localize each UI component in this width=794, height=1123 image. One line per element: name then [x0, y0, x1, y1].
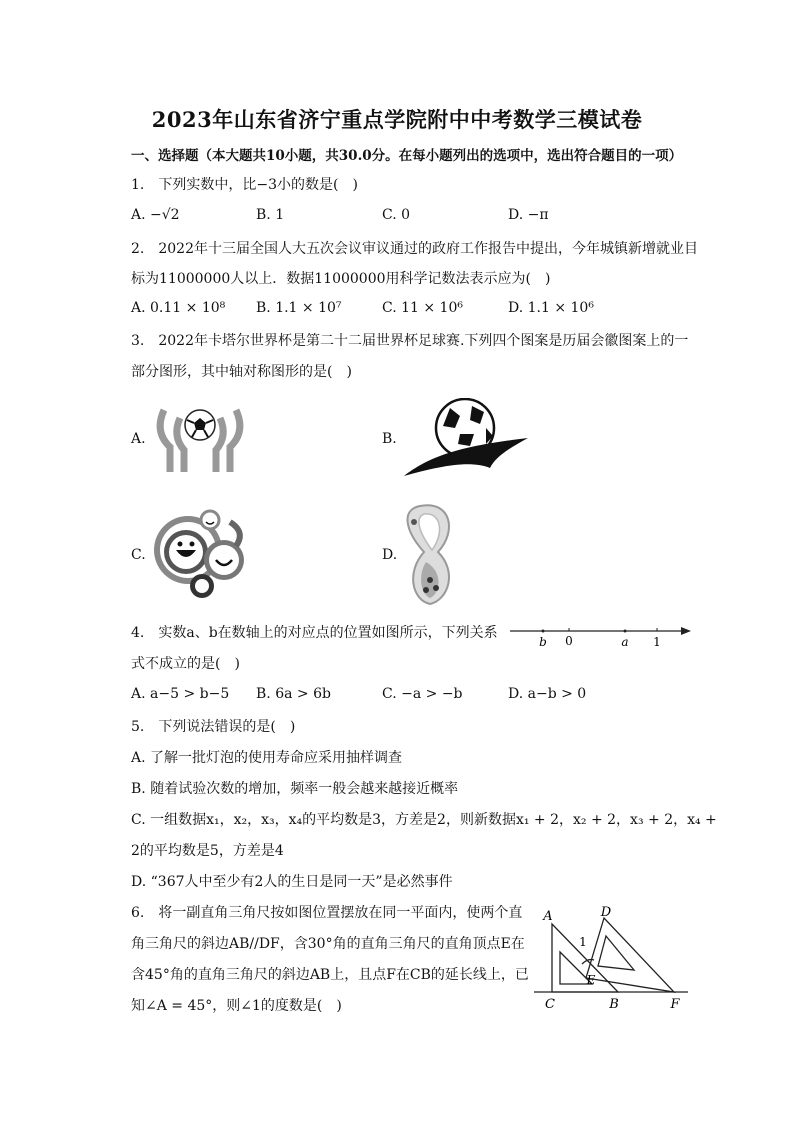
label-B: B — [609, 997, 619, 1012]
q2-stem-line1: 2. 2022年十三届全国人大五次会议审议通过的政府工作报告中提出，今年城镇新增就业目 — [131, 241, 698, 257]
emblem-c-image — [150, 502, 250, 602]
q1-stem: 1. 下列实数中，比−3小的数是( ) — [131, 177, 358, 193]
emblem-a-image — [150, 402, 250, 477]
q2-stem-line2: 标为11000000人以上．数据11000000用科学记数法表示应为( ) — [131, 271, 551, 287]
q3-option-a: A. — [131, 431, 146, 447]
q4-stem-line1: 4. 实数a、b在数轴上的对应点的位置如图所示，下列关系 — [131, 625, 498, 641]
emblem-b-image — [400, 398, 535, 480]
q3-stem-line2: 部分图形，其中轴对称图形的是( ) — [131, 364, 352, 380]
q6-stem-line1: 6. 将一副直角三角尺按如图位置摆放在同一平面内，使两个直 — [131, 905, 523, 921]
q6-stem-line3: 含45°角的直角三角尺的斜边AB上，且点F在CB的延长线上，已 — [131, 967, 529, 983]
axis-label-b: b — [539, 635, 547, 649]
q2-option-b: B. 1.1 × 10⁷ — [256, 300, 342, 316]
axis-label-1: 1 — [653, 635, 661, 649]
section-heading: 一、选择题（本大题共10小题，共30.0分。在每小题列出的选项中，选出符合题目的一项） — [131, 148, 683, 164]
label-D: D — [600, 905, 612, 920]
q2-option-d: D. 1.1 × 10⁶ — [508, 300, 594, 316]
q4-option-c: C. −a > −b — [382, 686, 463, 702]
q2-option-a: A. 0.11 × 10⁸ — [131, 300, 226, 316]
label-angle-1: 1 — [579, 935, 587, 949]
axis-label-a: a — [621, 635, 629, 649]
q6-stem-line2: 角三角尺的斜边AB//DF，含30°角的直角三角尺的直角顶点E在 — [131, 936, 525, 952]
q6-stem-line4: 知∠A = 45°，则∠1的度数是( ) — [131, 998, 342, 1014]
label-E: E — [586, 973, 596, 987]
q5-option-c-line2: 2的平均数是5，方差是4 — [131, 843, 284, 859]
q1-option-c: C. 0 — [382, 207, 411, 223]
q1-option-a: A. −√2 — [131, 207, 180, 223]
q1-option-b: B. 1 — [256, 207, 285, 223]
q4-option-d: D. a−b > 0 — [508, 686, 587, 702]
q4-option-b: B. 6a > 6b — [256, 686, 331, 702]
q4-stem-line2: 式不成立的是( ) — [131, 656, 240, 672]
q3-option-c: C. — [131, 547, 146, 563]
q5-option-d: D. “367人中至少有2人的生日是同一天”是必然事件 — [131, 874, 453, 890]
number-line-figure — [505, 620, 695, 654]
q3-stem-line1: 3. 2022年卡塔尔世界杯是第二十二届世界杯足球赛.下列四个图案是历届会徽图案上的一 — [131, 333, 689, 349]
q3-option-d: D. — [382, 547, 398, 563]
q5-option-a: A. 了解一批灯泡的使用寿命应采用抽样调查 — [131, 750, 403, 766]
q5-stem: 5. 下列说法错误的是( ) — [131, 719, 296, 735]
page-title: 2023年山东省济宁重点学院附中中考数学三模试卷 — [151, 107, 643, 132]
label-F: F — [670, 997, 680, 1012]
q3-option-b: B. — [382, 431, 397, 447]
label-A: A — [543, 909, 553, 924]
q5-option-c-line1: C. 一组数据x₁，x₂，x₃，x₄的平均数是3，方差是2，则新数据x₁ + 2，x₂ + 2，x₃ + 2，x₄ + — [131, 812, 717, 828]
q4-option-a: A. a−5 > b−5 — [131, 686, 230, 702]
q1-option-d: D. −π — [508, 207, 549, 223]
q2-option-c: C. 11 × 10⁶ — [382, 300, 463, 316]
label-C: C — [545, 997, 555, 1012]
axis-label-0: 0 — [565, 634, 573, 648]
q5-option-b: B. 随着试验次数的增加，频率一般会越来越接近概率 — [131, 781, 459, 797]
emblem-d-image — [400, 500, 460, 610]
triangle-rulers-figure — [530, 900, 695, 1015]
